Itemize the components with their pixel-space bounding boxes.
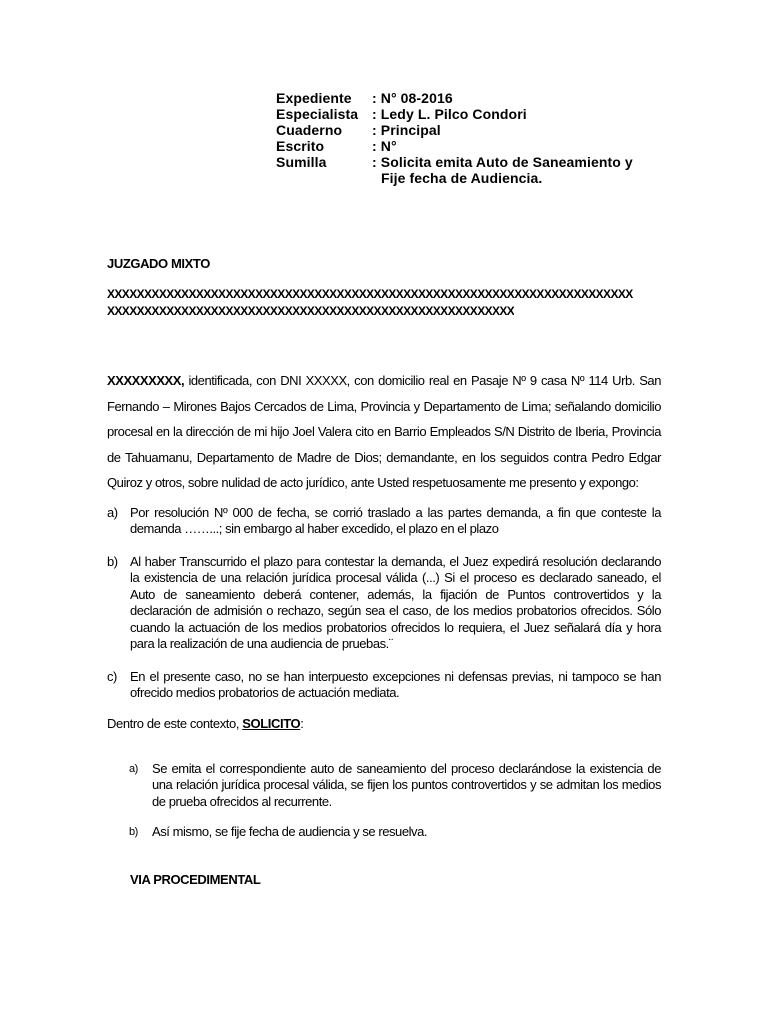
list-marker: b) <box>107 554 118 569</box>
context-suffix: : <box>300 716 304 731</box>
header-value: : N° <box>372 138 397 154</box>
sumilla-continuation: Fije fecha de Audiencia. <box>381 170 543 186</box>
case-header <box>276 90 696 186</box>
addressee-line: XXXXXXXXXXXXXXXXXXXXXXXXXXXXXXXXXXXXXXXXXXXXXXXXXXXXXXX <box>107 304 515 318</box>
list-item <box>107 554 661 652</box>
header-value: : Solicita emita Auto de Saneamiento y <box>372 154 633 170</box>
header-row-expediente <box>276 90 696 106</box>
list-item <box>107 669 661 702</box>
list-marker: c) <box>107 669 117 684</box>
solicito-keyword: SOLICITO <box>242 716 301 731</box>
list-text: En el presente caso, no se han interpuesto excepciones ni defensas previas, ni tampoco se han ofrecido medios probatorios de actuación mediata. <box>130 669 661 701</box>
list-text: Al haber Transcurrido el plazo para contestar la demanda, el Juez expedirá resolución declarando la existencia de una relación jurídica procesal válida (...) Si el proceso es declarado saneado, el Auto de saneamiento deberá contener, además, la fijación de Puntos controvertidos y la declaración de admisión o rechazo, según sea el caso, de los medios probatorios ofrecidos. Sólo cuando la actuación de los medios probatorios ofrecidos lo requiera, el Juez señalará día y hora para la realización de una audiencia de pruebas.¨ <box>130 554 661 652</box>
header-value: : Principal <box>372 122 441 138</box>
addressee-line: XXXXXXXXXXXXXXXXXXXXXXXXXXXXXXXXXXXXXXXXXXXXXXXXXXXXXXXXXXXXXXXXXXXXXXX <box>107 287 633 301</box>
header-row-escrito <box>276 138 696 154</box>
list-item <box>107 505 661 538</box>
request-text: Así mismo, se fije fecha de audiencia y se resuelva. <box>152 824 428 839</box>
list-text: Por resolución Nº 000 de fecha, se corrió traslado a las partes demanda, a fin que conteste la demanda ……...; sin embargo al haber excedido, el plazo en el plazo <box>130 505 661 537</box>
context-prefix: Dentro de este contexto, <box>107 716 243 731</box>
request-item <box>129 761 661 810</box>
header-label: Cuaderno <box>276 122 343 138</box>
header-label: Escrito <box>276 138 325 154</box>
request-marker: b) <box>129 826 138 838</box>
section-heading-via-procedimental: VIA PROCEDIMENTAL <box>130 872 261 887</box>
header-label: Especialista <box>276 106 359 122</box>
request-item <box>129 824 661 840</box>
plaintiff-name: XXXXXXXXX, <box>107 373 185 388</box>
intro-paragraph <box>107 368 661 496</box>
request-marker: a) <box>129 763 138 775</box>
header-label: Expediente <box>276 90 352 106</box>
context-line <box>107 716 303 731</box>
header-value: : Ledy L. Pilco Condori <box>372 106 527 122</box>
list-marker: a) <box>107 505 118 520</box>
header-value: : N° 08-2016 <box>372 90 453 106</box>
header-label: Sumilla <box>276 154 327 170</box>
court-name: JUZGADO MIXTO <box>107 256 210 271</box>
intro-text: identificada, con DNI XXXXX, con domicilio real en Pasaje Nº 9 casa Nº 114 Urb. San Fernando – Mirones Bajos Cercados de Lima, Provincia y Departamento de Lima; señalando domicilio procesal en la dirección de mi hijo Joel Valera cito en Barrio Empleados S/N Distrito de Iberia, Provincia de Tahuamanu, Departamento de Madre de Dios; demandante, en los seguidos contra Pedro Edgar Quiroz y otros, sobre nulidad de acto jurídico, ante Usted respetuosamente me presento y expongo: <box>107 373 661 490</box>
header-row-especialista <box>276 106 696 122</box>
header-row-cuaderno <box>276 122 696 138</box>
header-row-sumilla <box>276 154 696 170</box>
request-text: Se emita el correspondiente auto de saneamiento del proceso declarándose la existencia de una relación jurídica procesal válida, se fijen los puntos controvertidos y se admitan los medios de prueba ofrecidos al recurrente. <box>152 761 661 809</box>
